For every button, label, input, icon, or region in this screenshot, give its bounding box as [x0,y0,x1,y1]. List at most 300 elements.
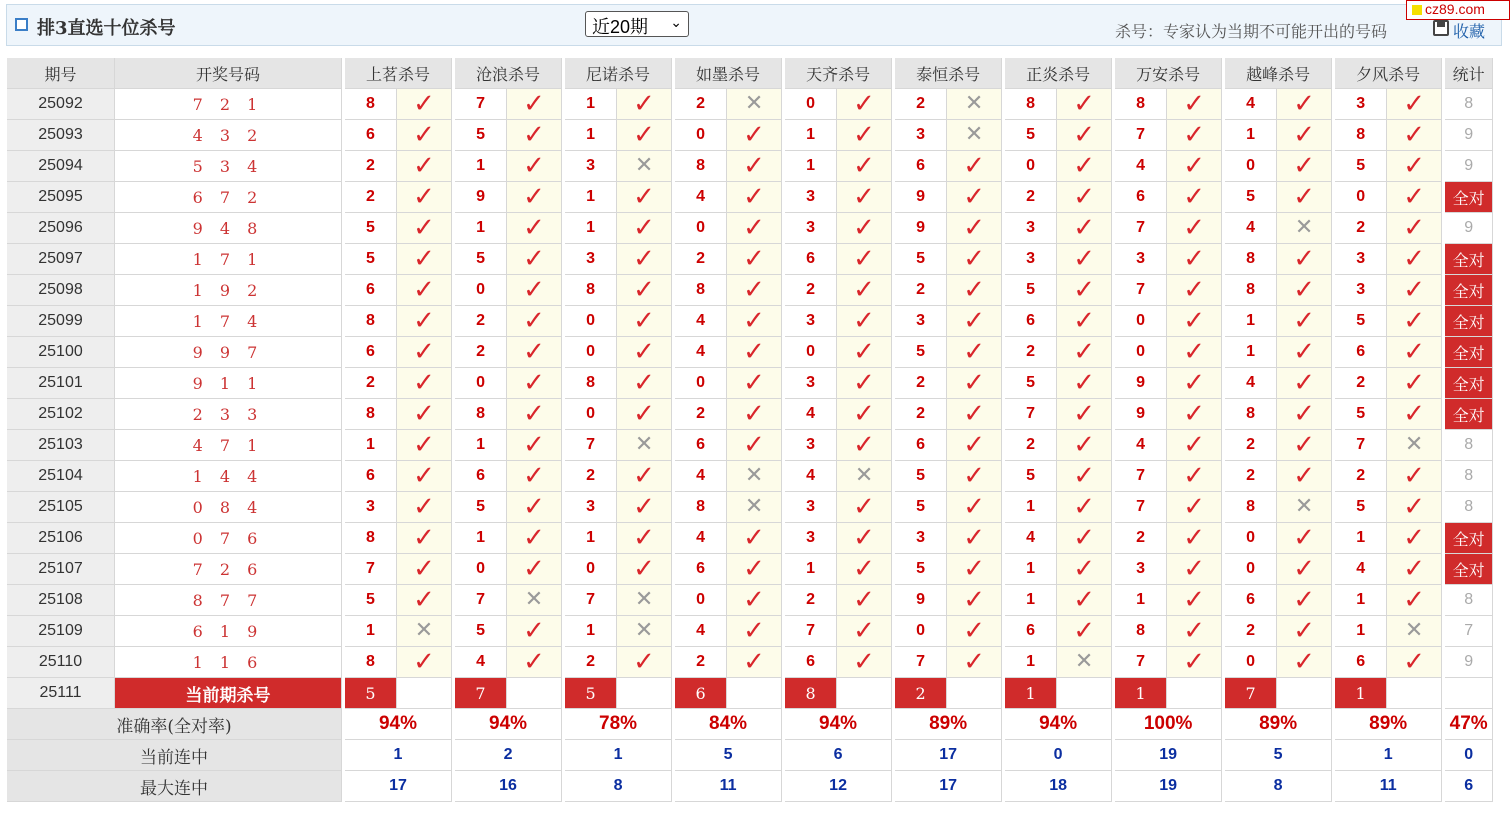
kill-number-cell: 1 [1225,120,1277,151]
hit-mark-cell [397,182,452,213]
cross-mark-icon: ✕ [414,618,434,643]
kill-number-cell: 5 [895,492,947,523]
check-mark-icon: ✓ [853,182,875,212]
period-select-value: 近20期 [592,17,649,37]
cross-mark-icon: ✕ [1074,649,1094,674]
hit-mark-cell [1277,461,1332,492]
kill-number-cell: 2 [345,368,397,399]
current-kill-number: 1 [1115,678,1167,709]
draw-number-cell: 7 2 6 [115,554,342,585]
table-row [7,554,1493,585]
check-mark-icon: ✓ [413,399,435,429]
check-mark-icon: ✓ [1073,461,1095,491]
draw-number-cell: 2 3 3 [115,399,342,430]
max-streak-row-value: 12 [785,771,892,802]
check-mark-icon: ✓ [1403,368,1426,398]
kill-number-cell: 4 [1335,554,1387,585]
check-mark-icon: ✓ [413,244,435,274]
check-mark-icon: ✓ [853,275,875,305]
current-streak-row-value: 17 [895,740,1002,771]
check-mark-icon: ✓ [633,492,655,522]
hit-mark-cell [1057,306,1112,337]
hit-mark-cell [1277,368,1332,399]
check-mark-icon: ✓ [413,120,435,150]
hit-mark-cell [947,306,1002,337]
hit-mark-cell [837,554,892,585]
hit-mark-cell [1057,461,1112,492]
hit-mark-cell [947,523,1002,554]
check-mark-icon: ✓ [633,306,655,336]
hit-mark-cell [837,151,892,182]
kill-number-cell: 9 [895,585,947,616]
kill-number-cell: 5 [345,244,397,275]
hit-mark-cell [397,337,452,368]
check-mark-icon: ✓ [963,368,985,398]
stat-cell: 全对 [1445,275,1493,306]
hit-mark-cell [617,430,672,461]
header-period: 期号 [7,58,115,89]
kill-number-cell: 2 [345,182,397,213]
check-mark-icon: ✓ [633,120,655,150]
hit-mark-cell [507,492,562,523]
header-expert-2[interactable]: 尼诺杀号 [565,58,672,89]
kill-number-cell: 5 [1225,182,1277,213]
hit-mark-cell [617,306,672,337]
check-mark-icon: ✓ [853,120,875,150]
hit-mark-cell [397,244,452,275]
kill-number-cell: 0 [1225,554,1277,585]
kill-number-cell: 0 [565,306,617,337]
draw-number-cell: 9 9 7 [115,337,342,368]
check-mark-icon: ✓ [1183,89,1206,119]
hit-mark-cell [397,213,452,244]
hit-mark-cell [1167,337,1222,368]
kill-number-cell: 7 [895,647,947,678]
draw-number-cell: 7 2 1 [115,89,342,120]
hit-mark-cell [397,523,452,554]
check-mark-icon: ✓ [963,275,985,305]
kill-number-cell: 3 [345,492,397,523]
check-mark-icon: ✓ [1183,244,1206,274]
stat-cell: 8 [1445,585,1493,616]
current-streak-row-value: 1 [345,740,452,771]
check-mark-icon: ✓ [1293,616,1316,646]
header-expert-1[interactable]: 沧浪杀号 [455,58,562,89]
period-select[interactable] [585,11,689,37]
hit-mark-cell [837,492,892,523]
hit-mark-cell [1167,213,1222,244]
header-expert-7[interactable]: 万安杀号 [1115,58,1222,89]
cross-mark-icon: ✕ [1294,215,1314,240]
hit-mark-cell [1387,120,1442,151]
hit-mark-cell [1277,275,1332,306]
check-mark-icon: ✓ [1183,120,1206,150]
kill-number-cell: 2 [1005,337,1057,368]
kill-number-cell: 8 [1225,275,1277,306]
hit-mark-cell [1057,585,1112,616]
hit-mark-cell [1167,399,1222,430]
check-mark-icon: ✓ [743,368,765,398]
save-icon[interactable] [1433,20,1449,36]
hit-mark-cell [507,554,562,585]
draw-number-cell: 6 7 2 [115,182,342,213]
hit-mark-cell [1277,492,1332,523]
header-expert-6[interactable]: 正炎杀号 [1005,58,1112,89]
kill-number-cell: 1 [1005,647,1057,678]
kill-number-cell: 8 [675,275,727,306]
check-mark-icon: ✓ [743,585,765,615]
max-streak-row-value: 8 [565,771,672,802]
hit-mark-cell [1057,430,1112,461]
hit-mark-cell [947,647,1002,678]
kill-number-cell: 1 [565,182,617,213]
hit-mark-cell [947,120,1002,151]
hit-mark-cell [1277,647,1332,678]
kill-number-cell: 5 [1005,120,1057,151]
kill-number-cell: 3 [785,306,837,337]
current-empty-cell [1057,678,1112,709]
check-mark-icon: ✓ [1293,120,1316,150]
kill-number-cell: 8 [345,89,397,120]
hit-mark-cell [617,151,672,182]
kill-definition-hint: 杀号：专家认为当期不可能开出的号码 [1115,22,1388,41]
check-mark-icon: ✓ [853,647,875,677]
table-row [7,151,1493,182]
kill-number-cell: 8 [1225,492,1277,523]
check-mark-icon: ✓ [523,554,545,584]
accuracy-row-value: 89% [1225,709,1332,740]
period-cell: 25103 [7,430,115,461]
check-mark-icon: ✓ [1073,89,1095,119]
hit-mark-cell [837,461,892,492]
draw-number-cell: 8 7 7 [115,585,342,616]
draw-number-cell: 1 7 4 [115,306,342,337]
kill-number-cell: 4 [1225,89,1277,120]
check-mark-icon: ✓ [1073,492,1095,522]
stat-cell: 全对 [1445,182,1493,213]
kill-number-cell: 5 [1335,306,1387,337]
hit-mark-cell [837,585,892,616]
check-mark-icon: ✓ [853,337,875,367]
kill-number-cell: 2 [1335,461,1387,492]
cross-mark-icon: ✕ [964,122,984,147]
hit-mark-cell [397,306,452,337]
kill-number-cell: 7 [345,554,397,585]
hit-mark-cell [837,337,892,368]
check-mark-icon: ✓ [1403,337,1426,367]
check-mark-icon: ✓ [523,337,545,367]
kill-number-cell: 1 [1005,585,1057,616]
check-mark-icon: ✓ [633,399,655,429]
table-row [7,461,1493,492]
kill-number-cell: 1 [785,554,837,585]
hit-mark-cell [947,337,1002,368]
max-streak-row-value: 17 [345,771,452,802]
header-expert-4[interactable]: 天齐杀号 [785,58,892,89]
header-expert-0[interactable]: 上茗杀号 [345,58,452,89]
hit-mark-cell [837,89,892,120]
kill-number-cell: 8 [1225,399,1277,430]
chevron-down-icon: ⌄ [670,14,682,30]
check-mark-icon: ✓ [743,399,765,429]
accuracy-row-value: 94% [785,709,892,740]
check-mark-icon: ✓ [963,213,985,243]
hit-mark-cell [397,616,452,647]
title-bar [6,4,1502,46]
hit-mark-cell [1277,120,1332,151]
draw-number-cell: 1 9 2 [115,275,342,306]
site-logo[interactable] [1406,0,1510,20]
kill-number-cell: 0 [565,399,617,430]
hit-mark-cell [1387,399,1442,430]
kill-number-cell: 5 [1335,399,1387,430]
kill-number-cell: 2 [895,399,947,430]
hit-mark-cell [397,399,452,430]
table-row [7,244,1493,275]
kill-number-cell: 6 [785,244,837,275]
hit-mark-cell [397,492,452,523]
kill-number-cell: 1 [345,430,397,461]
current-kill-number: 5 [565,678,617,709]
check-mark-icon: ✓ [1183,399,1206,429]
max-streak-row-value: 17 [895,771,1002,802]
hit-mark-cell [727,492,782,523]
kill-number-cell: 3 [1335,89,1387,120]
check-mark-icon: ✓ [633,523,655,553]
kill-number-cell: 3 [565,151,617,182]
stat-cell: 全对 [1445,399,1493,430]
hit-mark-cell [727,647,782,678]
kill-number-cell: 8 [1115,89,1167,120]
kill-number-cell: 0 [565,554,617,585]
hit-mark-cell [1167,554,1222,585]
check-mark-icon: ✓ [523,89,545,119]
kill-number-cell: 2 [895,368,947,399]
max-streak-row [7,771,1493,802]
hit-mark-cell [1057,492,1112,523]
kill-number-cell: 2 [1335,213,1387,244]
period-cell: 25109 [7,616,115,647]
check-mark-icon: ✓ [743,244,765,274]
hit-mark-cell [397,585,452,616]
period-cell: 25093 [7,120,115,151]
kill-number-cell: 3 [895,120,947,151]
header-expert-5[interactable]: 泰恒杀号 [895,58,1002,89]
kill-number-cell: 1 [455,151,507,182]
hit-mark-cell [1387,213,1442,244]
kill-number-cell: 2 [895,275,947,306]
draw-number-cell: 9 4 8 [115,213,342,244]
hit-mark-cell [1387,616,1442,647]
hit-mark-cell [1167,89,1222,120]
check-mark-icon: ✓ [413,213,435,243]
hit-mark-cell [837,647,892,678]
hit-mark-cell [947,616,1002,647]
hit-mark-cell [1387,182,1442,213]
kill-number-cell: 7 [1115,120,1167,151]
hit-mark-cell [1167,244,1222,275]
hit-mark-cell [397,554,452,585]
check-mark-icon: ✓ [633,89,655,119]
hit-mark-cell [397,430,452,461]
cross-mark-icon: ✕ [854,463,874,488]
hit-mark-cell [507,151,562,182]
hit-mark-cell [947,399,1002,430]
hit-mark-cell [617,523,672,554]
hit-mark-cell [617,647,672,678]
hit-mark-cell [507,430,562,461]
kill-number-cell: 7 [565,585,617,616]
kill-number-cell: 6 [1335,337,1387,368]
check-mark-icon: ✓ [1183,647,1206,677]
cross-mark-icon: ✕ [524,587,544,612]
kill-number-cell: 5 [455,616,507,647]
check-mark-icon: ✓ [1073,244,1095,274]
kill-number-cell: 4 [675,306,727,337]
check-mark-icon: ✓ [523,430,545,460]
current-streak-row-label: 当前连中 [7,740,342,771]
hit-mark-cell [727,399,782,430]
check-mark-icon: ✓ [523,213,545,243]
hit-mark-cell [1387,89,1442,120]
hit-mark-cell [617,120,672,151]
kill-number-cell: 1 [1115,585,1167,616]
kill-number-cell: 6 [345,461,397,492]
kill-number-cell: 2 [345,151,397,182]
hit-mark-cell [1387,585,1442,616]
check-mark-icon: ✓ [413,461,435,491]
header-expert-8[interactable]: 越峰杀号 [1225,58,1332,89]
check-mark-icon: ✓ [1073,182,1095,212]
check-mark-icon: ✓ [413,306,435,336]
kill-number-cell: 5 [895,244,947,275]
current-streak-row-value: 5 [1225,740,1332,771]
kill-number-cell: 7 [1335,430,1387,461]
current-streak-row-value: 1 [1335,740,1442,771]
hit-mark-cell [1167,182,1222,213]
hit-mark-cell [507,89,562,120]
stat-cell: 全对 [1445,554,1493,585]
kill-number-cell: 4 [675,182,727,213]
kill-number-cell: 1 [1225,306,1277,337]
check-mark-icon: ✓ [1073,120,1095,150]
kill-number-cell: 3 [785,430,837,461]
hit-mark-cell [397,120,452,151]
kill-number-cell: 0 [1225,523,1277,554]
check-mark-icon: ✓ [413,89,435,119]
hit-mark-cell [837,213,892,244]
kill-number-cell: 4 [785,399,837,430]
kill-number-cell: 0 [455,275,507,306]
kill-number-cell: 0 [1115,306,1167,337]
kill-number-cell: 2 [1005,430,1057,461]
kill-number-cell: 7 [785,616,837,647]
check-mark-icon: ✓ [523,647,545,677]
check-mark-icon: ✓ [523,275,545,305]
hit-mark-cell [1057,616,1112,647]
kill-number-cell: 3 [785,523,837,554]
hit-mark-cell [1167,430,1222,461]
table-header-row [7,58,1493,89]
hit-mark-cell [1167,151,1222,182]
check-mark-icon: ✓ [1293,275,1316,305]
check-mark-icon: ✓ [1293,554,1316,584]
kill-number-cell: 7 [1115,461,1167,492]
check-mark-icon: ✓ [1293,647,1316,677]
check-mark-icon: ✓ [1403,89,1426,119]
check-mark-icon: ✓ [1403,647,1426,677]
cross-mark-icon: ✕ [1404,432,1424,457]
kill-number-cell: 6 [345,337,397,368]
header-expert-9[interactable]: 夕风杀号 [1335,58,1442,89]
cross-mark-icon: ✕ [634,618,654,643]
check-mark-icon: ✓ [1293,89,1316,119]
check-mark-icon: ✓ [413,492,435,522]
kill-number-cell: 8 [455,399,507,430]
hit-mark-cell [727,430,782,461]
favorite-link[interactable]: 收藏 [1453,22,1486,41]
check-mark-icon: ✓ [963,647,985,677]
check-mark-icon: ✓ [1403,585,1426,615]
check-mark-icon: ✓ [1073,399,1095,429]
hit-mark-cell [1057,523,1112,554]
hit-mark-cell [507,461,562,492]
cross-mark-icon: ✕ [964,91,984,116]
kill-number-cell: 8 [1225,244,1277,275]
kill-number-cell: 2 [1005,182,1057,213]
check-mark-icon: ✓ [743,430,765,460]
hit-mark-cell [1057,151,1112,182]
check-mark-icon: ✓ [853,244,875,274]
kill-number-cell: 1 [455,213,507,244]
hit-mark-cell [1387,523,1442,554]
current-kill-label: 当前期杀号 [115,678,342,709]
hit-mark-cell [507,244,562,275]
logo-square-icon [1412,5,1422,15]
check-mark-icon: ✓ [1403,492,1426,522]
header-expert-3[interactable]: 如墨杀号 [675,58,782,89]
kill-number-cell: 1 [565,120,617,151]
check-mark-icon: ✓ [1073,616,1095,646]
kill-number-cell: 0 [1225,151,1277,182]
checkbox-icon[interactable] [15,18,28,31]
period-cell: 25110 [7,647,115,678]
check-mark-icon: ✓ [413,647,435,677]
kill-number-cell: 2 [565,461,617,492]
current-streak-row-value: 1 [565,740,672,771]
kill-number-cell: 8 [345,647,397,678]
kill-number-cell: 1 [785,120,837,151]
stat-cell: 8 [1445,89,1493,120]
hit-mark-cell [837,244,892,275]
check-mark-icon: ✓ [1073,585,1095,615]
current-kill-number: 7 [1225,678,1277,709]
hit-mark-cell [947,554,1002,585]
hit-mark-cell [1057,120,1112,151]
current-kill-number: 2 [895,678,947,709]
check-mark-icon: ✓ [1183,492,1206,522]
kill-number-cell: 4 [1225,213,1277,244]
current-streak-row-total: 0 [1445,740,1493,771]
hit-mark-cell [1057,647,1112,678]
kill-number-cell: 3 [895,523,947,554]
check-mark-icon: ✓ [1403,182,1426,212]
kill-number-cell: 0 [675,585,727,616]
check-mark-icon: ✓ [413,368,435,398]
stat-cell: 全对 [1445,523,1493,554]
accuracy-row [7,709,1493,740]
check-mark-icon: ✓ [633,182,655,212]
